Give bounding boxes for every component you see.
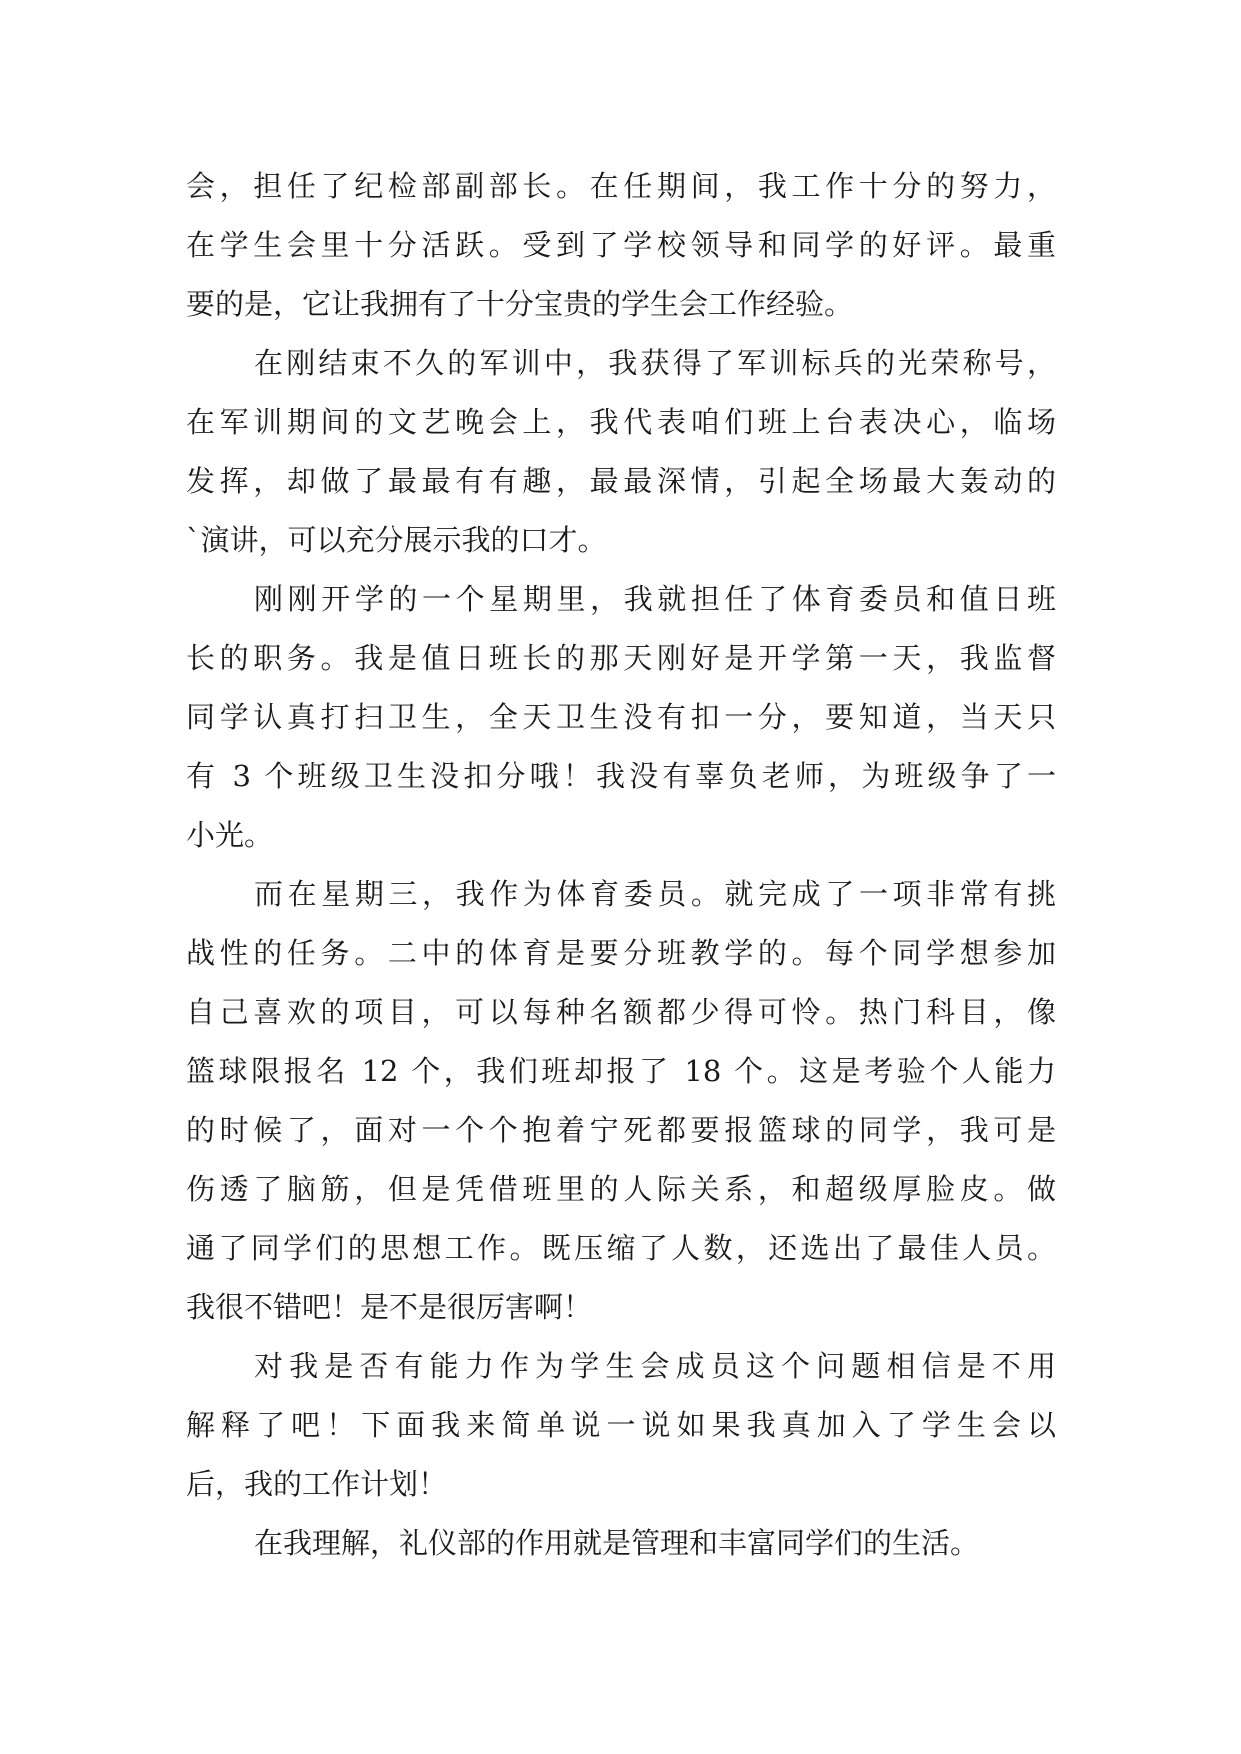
text-line: 我很不错吧！是不是很厉害啊！ <box>186 1290 593 1324</box>
text-line: 在学生会里十分活跃。受到了学校领导和同学的好评。最重 <box>186 228 1056 262</box>
text-line: 会，担任了纪检部副部长。在任期间，我工作十分的努力， <box>186 169 1056 203</box>
text-line: 长的职务。我是值日班长的那天刚好是开学第一天，我监督 <box>186 641 1056 675</box>
text-line: 的时候了，面对一个个抱着宁死都要报篮球的同学，我可是 <box>186 1113 1056 1147</box>
paragraph-first-line: 在刚结束不久的军训中，我获得了军训标兵的光荣称号， <box>254 346 1056 380</box>
paragraph-first-line: 刚刚开学的一个星期里，我就担任了体育委员和值日班 <box>254 582 1056 616</box>
text-line: 伤透了脑筋，但是凭借班里的人际关系，和超级厚脸皮。做 <box>186 1172 1056 1206</box>
text-line: 在军训期间的文艺晚会上，我代表咱们班上台表决心，临场 <box>186 405 1056 439</box>
text-line: 要的是，它让我拥有了十分宝贵的学生会工作经验。 <box>186 287 854 321</box>
body-text <box>186 157 1056 1573</box>
text-line: `演讲，可以充分展示我的口才。 <box>186 523 607 557</box>
text-line: 发挥，却做了最最有有趣，最最深情，引起全场最大轰动的 <box>186 464 1056 498</box>
text-line: 小光。 <box>186 818 274 852</box>
text-line: 后，我的工作计划！ <box>186 1467 448 1501</box>
text-line: 篮球限报名 12 个，我们班却报了 18 个。这是考验个人能力 <box>186 1054 1056 1088</box>
text-line: 同学认真打扫卫生，全天卫生没有扣一分，要知道，当天只 <box>186 700 1056 734</box>
paragraph-first-line: 对我是否有能力作为学生会成员这个问题相信是不用 <box>254 1349 1056 1383</box>
text-line: 自己喜欢的项目，可以每种名额都少得可怜。热门科目，像 <box>186 995 1056 1029</box>
text-line: 通了同学们的思想工作。既压缩了人数，还选出了最佳人员。 <box>186 1231 1056 1265</box>
paragraph-first-line: 而在星期三，我作为体育委员。就完成了一项非常有挑 <box>254 877 1056 911</box>
text-line: 解释了吧！下面我来简单说一说如果我真加入了学生会以 <box>186 1408 1056 1442</box>
text-line: 战性的任务。二中的体育是要分班教学的。每个同学想参加 <box>186 936 1056 970</box>
text-line: 有 3 个班级卫生没扣分哦！我没有辜负老师，为班级争了一 <box>186 759 1056 793</box>
paragraph-first-line: 在我理解，礼仪部的作用就是管理和丰富同学们的生活。 <box>254 1526 980 1560</box>
